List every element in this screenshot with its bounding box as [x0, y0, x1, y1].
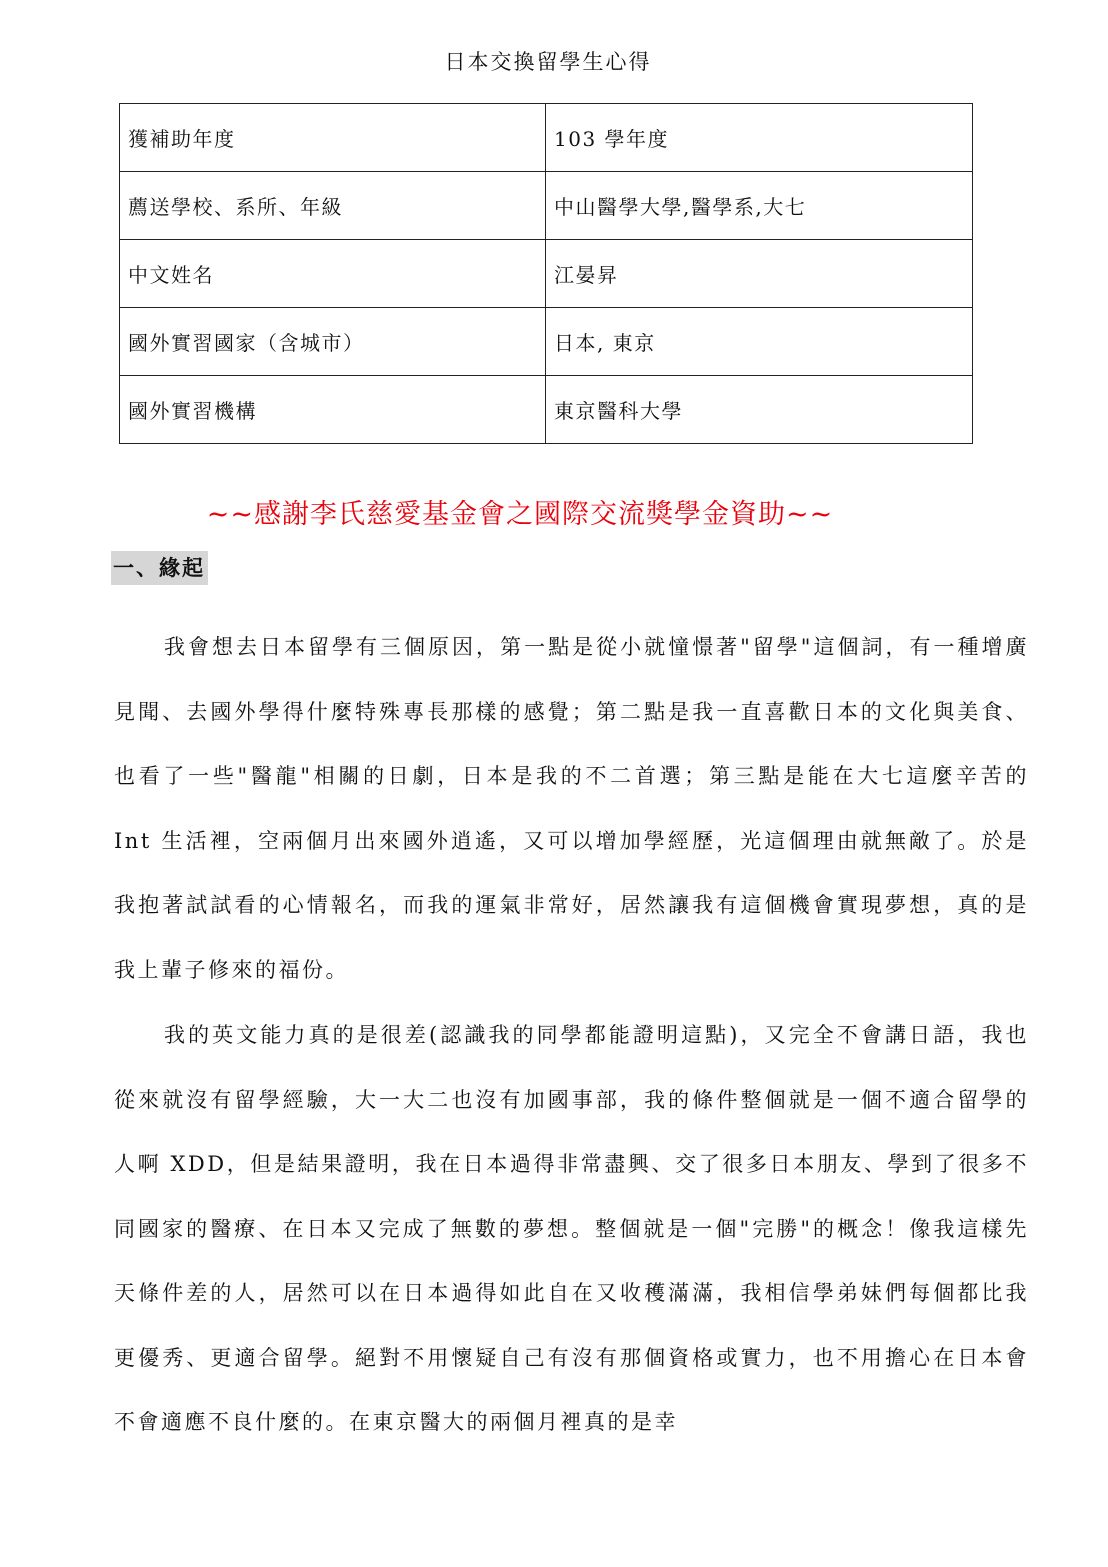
row-value: 中山醫學大學,醫學系,大七 [546, 172, 973, 240]
row-value: 江晏昇 [546, 240, 973, 308]
paragraph: 我會想去日本留學有三個原因，第一點是從小就憧憬著"留學"這個詞，有一種增廣見聞、去國外學得什麼特殊專長那樣的感覺；第二點是我一直喜歡日本的文化與美食、也看了一些"醫龍"相關的日劇，日本是我的不二首選；第三點是能在大七這麼辛苦的 Int 生活裡，空兩個月出來國外逍遙，又可以增加學經歷，光這個理由就無敵了。於是我抱著試試看的心情報名，而我的運氣非常好，居然讓我有這個機會實現夢想，真的是我上輩子修來的福份。 [114, 635, 1029, 982]
table-row [120, 376, 973, 444]
table-row [120, 308, 973, 376]
table-row [120, 240, 973, 308]
paragraph: 我的英文能力真的是很差(認識我的同學都能證明這點)，又完全不會講日語，我也從來就沒有留學經驗，大一大二也沒有加國事部，我的條件整個就是一個不適合留學的人啊 XDD，但是結果證明，我在日本過得非常盡興、交了很多日本朋友、學到了很多不同國家的醫療、在日本又完成了無數的夢想。整個就是一個"完勝"的概念！像我這樣先天條件差的人，居然可以在日本過得如此自在又收穫滿滿，我相信學弟妹們每個都比我更優秀、更適合留學。絕對不用懷疑自己有沒有那個資格或實力，也不用擔心在日本會不會適應不良什麼的。在東京醫大的兩個月裡真的是幸 [114, 1023, 1029, 1434]
thanks-line: ~~感謝李氏慈愛基金會之國際交流獎學金資助~~ [206, 499, 834, 530]
section-heading: 一、緣起 [111, 551, 208, 585]
table-row [120, 104, 973, 172]
row-label: 國外實習國家（含城市） [120, 308, 546, 376]
row-value: 103 學年度 [546, 104, 973, 172]
row-value: 日本, 東京 [546, 308, 973, 376]
row-label: 薦送學校、系所、年級 [120, 172, 546, 240]
document-title: 日本交換留學生心得 [444, 50, 652, 74]
row-label: 國外實習機構 [120, 376, 546, 444]
row-label: 獲補助年度 [120, 104, 546, 172]
table-row [120, 172, 973, 240]
info-table [119, 103, 973, 444]
row-label: 中文姓名 [120, 240, 546, 308]
row-value: 東京醫科大學 [546, 376, 973, 444]
